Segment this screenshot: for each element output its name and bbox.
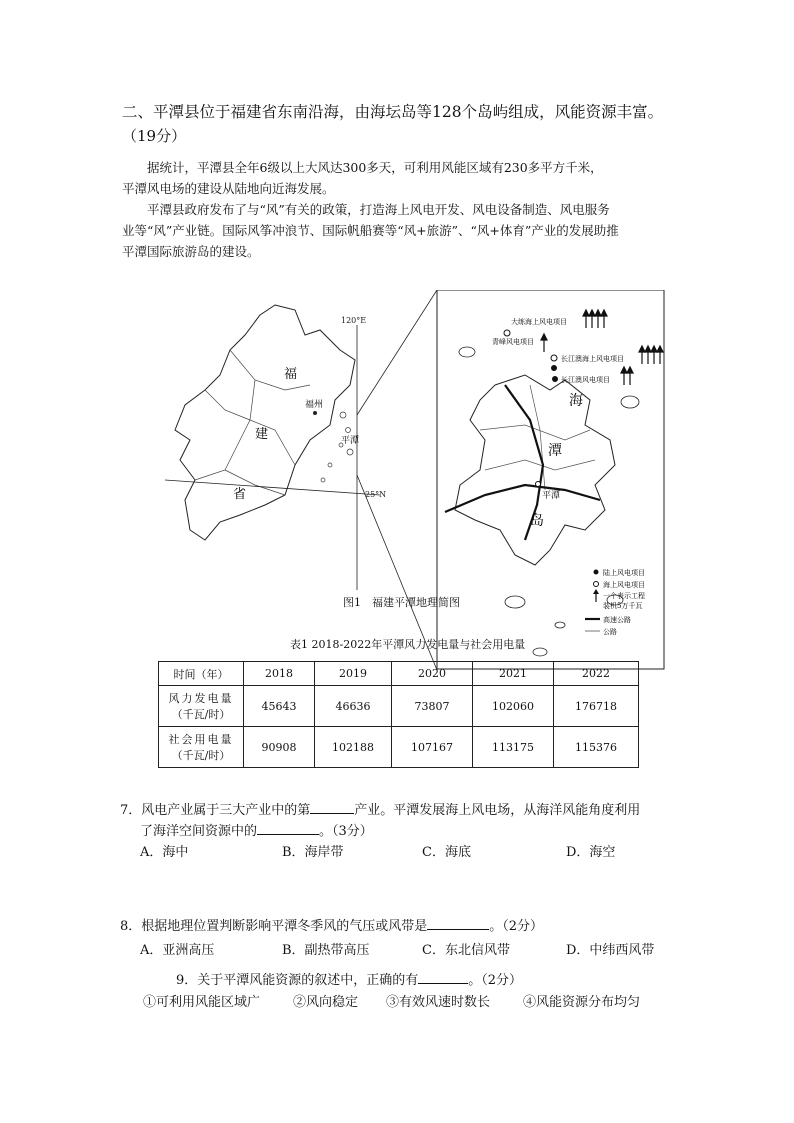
q9-text-a: 9．关于平潭风能资源的叙述中，正确的有 [176, 973, 419, 988]
qingfeng-marker [504, 330, 510, 336]
q7-text-d: 。（3分） [319, 824, 373, 839]
row-label-unit: （千瓦/时） [171, 708, 231, 721]
q7-options [140, 841, 660, 859]
year-cell: 2020 [392, 662, 473, 686]
q7-option-c[interactable]: C．海底 [422, 845, 471, 860]
value-cell: 73807 [392, 686, 473, 727]
year-cell: 2022 [554, 662, 639, 686]
legend-arrow-desc-2: 装机5万千瓦 [603, 602, 643, 610]
year-cell: 2019 [315, 662, 392, 686]
legend-land-project: 陆上风电项目 [603, 569, 645, 577]
legend-road: 公路 [603, 628, 617, 636]
paragraph-line: 据统计，平潭县全年6级以上大风达300多天，可利用风能区域有230多平方千米， [147, 160, 603, 175]
value-cell: 113175 [473, 727, 554, 768]
intro-paragraph [122, 157, 677, 262]
q7-option-b[interactable]: B．海岸带 [282, 845, 344, 860]
q7-text-b: 产业。平潭发展海上风电场，从海洋风能角度利用 [354, 803, 641, 818]
section-score: （19分） [122, 127, 187, 145]
section-title: 二、平潭县位于福建省东南沿海，由海坛岛等128个岛屿组成，风能资源丰富。 [122, 103, 664, 121]
q9-option-2[interactable]: ②风向稳定 [293, 995, 359, 1010]
dalian-project-label: 大练海上风电项目 [511, 318, 567, 326]
table-row [159, 727, 639, 768]
q8-option-c[interactable]: C．东北信风带 [422, 943, 510, 958]
q9-line [176, 969, 522, 988]
province-char-jian: 建 [255, 427, 269, 442]
value-cell: 90908 [244, 727, 315, 768]
row-label [159, 727, 244, 768]
paragraph-line: 平潭县政府发布了与“风”有关的政策，打造海上风电开发、风电设备制造、风电服务 [147, 202, 610, 217]
q8-options [140, 939, 680, 957]
coastal-islands [321, 412, 353, 482]
row-label-unit: （千瓦/时） [171, 749, 231, 762]
year-cell: 2021 [473, 662, 554, 686]
q8-blank[interactable] [427, 917, 489, 930]
value-cell: 115376 [554, 727, 639, 768]
province-char-fu: 福 [284, 367, 298, 382]
q9-option-1[interactable]: ①可利用风能区域广 [143, 995, 261, 1010]
fuzhou-label: 福州 [305, 400, 324, 410]
value-cell: 102188 [315, 727, 392, 768]
q8-text-a: 8．根据地理位置判断影响平潭冬季风的气压或风带是 [120, 919, 428, 934]
q7-line2 [140, 820, 373, 839]
province-char-sheng: 省 [233, 487, 247, 502]
inset-frame [437, 290, 664, 669]
changjiangao-sea-label: 长江澳海上风电项目 [561, 355, 624, 363]
table-caption: 表1 2018-2022年平潭风力发电量与社会用电量 [290, 638, 526, 651]
island-char-tan: 潭 [548, 443, 562, 459]
legend-highway: 高速公路 [603, 616, 631, 624]
lat-25-label: 25°N [365, 490, 387, 499]
year-cell: 2018 [244, 662, 315, 686]
q7-line1 [120, 799, 640, 818]
changjiangao-land-marker [552, 376, 558, 382]
q7-text-c: 了海洋空间资源中的 [140, 824, 258, 839]
row-label-main: 社会用电量 [168, 733, 234, 746]
qingfeng-project-label: 青峰风电项目 [492, 338, 534, 346]
pingtan-town-label: 平潭 [542, 491, 561, 501]
value-cell: 45643 [244, 686, 315, 727]
value-cell: 102060 [473, 686, 554, 727]
pingtan-map-figure [145, 290, 665, 670]
q7-option-d[interactable]: D．海空 [566, 845, 616, 860]
q7-blank-2[interactable] [257, 822, 319, 835]
changjiangao-label: 长江澳风电项目 [561, 376, 610, 384]
paragraph-line: 平潭国际旅游岛的建设。 [122, 244, 260, 259]
q8-option-b[interactable]: B．副热带高压 [282, 943, 370, 958]
legend-arrow-desc-1: 一个表示工程 [603, 592, 645, 600]
legend-sea-project: 海上风电项目 [603, 581, 645, 589]
land-project-marker-2 [551, 365, 557, 371]
q8-option-d[interactable]: D．中纬西风带 [566, 943, 655, 958]
q9-options [143, 991, 663, 1009]
q7-text-a: 7．风电产业属于三大产业中的第 [120, 803, 311, 818]
pingtan-small-label: 平潭 [341, 436, 360, 446]
paragraph-line: 业等“风”产业链。国际风筝冲浪节、国际帆船赛等“风+旅游”、“风+体育”产业的发展助推 [122, 223, 619, 238]
island-char-dao: 岛 [530, 513, 544, 529]
q9-blank[interactable] [418, 971, 468, 984]
fuzhou-point [313, 411, 317, 415]
value-cell: 107167 [392, 727, 473, 768]
q8-option-a[interactable]: A．亚洲高压 [140, 943, 215, 958]
q9-text-b: 。（2分） [468, 973, 523, 988]
q8-line [120, 915, 543, 934]
table-header-label: 时间（年） [159, 662, 244, 686]
q7-option-a[interactable]: A．海中 [140, 845, 189, 860]
lon-120-label: 120°E [341, 316, 367, 325]
q8-text-b: 。（2分） [489, 919, 544, 934]
paragraph-line: 平潭风电场的建设从陆地向近海发展。 [122, 181, 335, 196]
q9-option-3[interactable]: ③有效风速时数长 [386, 995, 491, 1010]
table-header-row [159, 662, 639, 686]
fujian-province-outline [175, 305, 355, 540]
value-cell: 46636 [315, 686, 392, 727]
q9-option-4[interactable]: ④风能资源分布均匀 [523, 995, 641, 1010]
pingtan-town-point [536, 482, 541, 487]
row-label-main: 风力发电量 [168, 692, 234, 705]
changjiangao-sea-marker [551, 355, 557, 361]
figure-caption: 图1 福建平潭地理简图 [343, 596, 460, 609]
electricity-table [158, 661, 639, 768]
q7-blank-1[interactable] [310, 801, 354, 814]
row-label [159, 686, 244, 727]
lat-25-line [165, 480, 380, 495]
table-row [159, 686, 639, 727]
value-cell: 176718 [554, 686, 639, 727]
island-char-hai: 海 [569, 393, 583, 409]
